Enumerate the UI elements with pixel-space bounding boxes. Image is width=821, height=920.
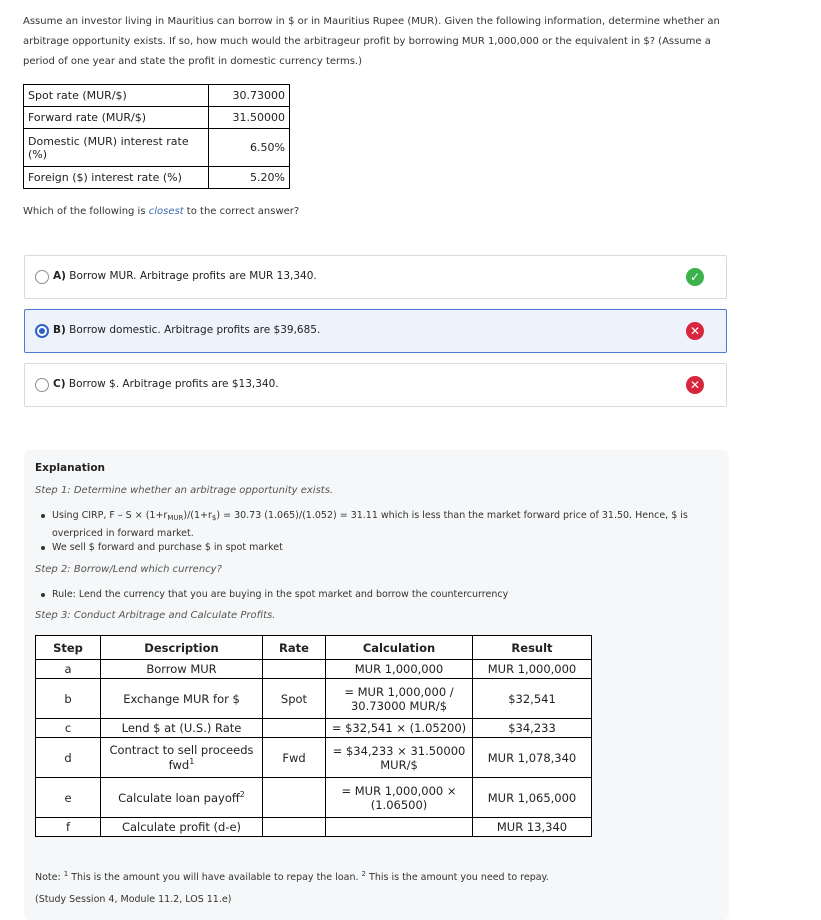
column-header: Calculation: [326, 636, 473, 660]
table-row: e Calculate loan payoff$^2$ = MUR 1,000,000 × (1.06500) MUR 1,065,000: [36, 778, 592, 818]
table-row: d Contract to sell proceeds fwd$^1$ Fwd = $34,233 × 31.50000 MUR/$ MUR 1,078,340: [36, 738, 592, 778]
table-row: [24, 85, 290, 107]
column-header: Result: [473, 636, 592, 660]
parameters-table: [23, 84, 290, 189]
study-reference: (Study Session 4, Module 11.2, LOS 11.e): [35, 894, 232, 905]
answer-option-c[interactable]: [24, 363, 727, 407]
column-header: Description: [101, 636, 263, 660]
table-row: [24, 167, 290, 189]
column-header: Step: [36, 636, 101, 660]
bullet-item: We sell $ forward and purchase $ in spot market: [52, 540, 283, 556]
column-header: Rate: [263, 636, 326, 660]
question-prompt: Which of the following is closest to the correct answer?: [23, 206, 300, 217]
bullet-item: Using CIRP, $F - S \times (1+r_{MUR})/(1+r_{\$}) = 30.73$ (1.065)/(1.052) = 31.11 which is less than the market forward price of 31.50. Hence, $ is overpriced in forward market.: [52, 508, 702, 542]
footnote: Note: $^1$ This is the amount you will have available to repay the loan. $^2$ This is the amount you need to repay.: [35, 870, 549, 884]
param-label: Forward rate (MUR/$): [24, 107, 209, 129]
emphasis: closest: [148, 206, 184, 217]
param-value: 31.50000: [209, 107, 290, 129]
table-row: a Borrow MUR MUR 1,000,000 MUR 1,000,000: [36, 660, 592, 679]
param-label: Domestic (MUR) interest rate (%): [24, 129, 209, 167]
question-text: Assume an investor living in Mauritius can borrow in $ or in Mauritius Rupee (MUR). Given the following information, determine whether an arbitrage opportunity exists. If so, how much would the arbitrageur profit by borrowing MUR 1,000,000 or the equivalent in $? (Assume a period of one year and state the profit in domestic currency terms.): [23, 16, 720, 67]
param-value: 6.50%: [209, 129, 290, 167]
explanation-title: Explanation: [35, 462, 106, 474]
radio-button-a[interactable]: [35, 270, 49, 284]
answer-option-b[interactable]: [24, 309, 727, 353]
radio-button-c[interactable]: [35, 378, 49, 392]
step-1-heading: Step 1: Determine whether an arbitrage opportunity exists.: [35, 485, 334, 496]
calculation-table: [35, 635, 592, 837]
param-value: 5.20%: [209, 167, 290, 189]
incorrect-x-icon: ✕: [686, 376, 704, 394]
step-3-heading: Step 3: Conduct Arbitrage and Calculate Profits.: [35, 610, 276, 621]
answer-option-a[interactable]: [24, 255, 727, 299]
table-row: c Lend $ at (U.S.) Rate = $32,541 × (1.05200) $34,233: [36, 719, 592, 738]
option-label: A) Borrow MUR. Arbitrage profits are MUR 13,340.: [53, 270, 317, 282]
table-row: [24, 107, 290, 129]
option-label: B) Borrow domestic. Arbitrage profits are $39,685.: [53, 324, 321, 336]
correct-check-icon: ✓: [686, 268, 704, 286]
explanation-panel: [24, 450, 729, 920]
table-row: b Exchange MUR for $ Spot = MUR 1,000,000 / 30.73000 MUR/$ $32,541: [36, 679, 592, 719]
param-label: Foreign ($) interest rate (%): [24, 167, 209, 189]
table-row: f Calculate profit (d-e) MUR 13,340: [36, 818, 592, 837]
table-header-row: [36, 636, 592, 660]
bullet-item: Rule: Lend the currency that you are buying in the spot market and borrow the countercurrency: [52, 587, 508, 603]
option-label: C) Borrow $. Arbitrage profits are $13,340.: [53, 378, 279, 390]
incorrect-x-icon: ✕: [686, 322, 704, 340]
param-label: Spot rate (MUR/$): [24, 85, 209, 107]
table-row: [24, 129, 290, 167]
step-2-heading: Step 2: Borrow/Lend which currency?: [35, 564, 222, 575]
radio-button-b[interactable]: [35, 324, 49, 338]
param-value: 30.73000: [209, 85, 290, 107]
